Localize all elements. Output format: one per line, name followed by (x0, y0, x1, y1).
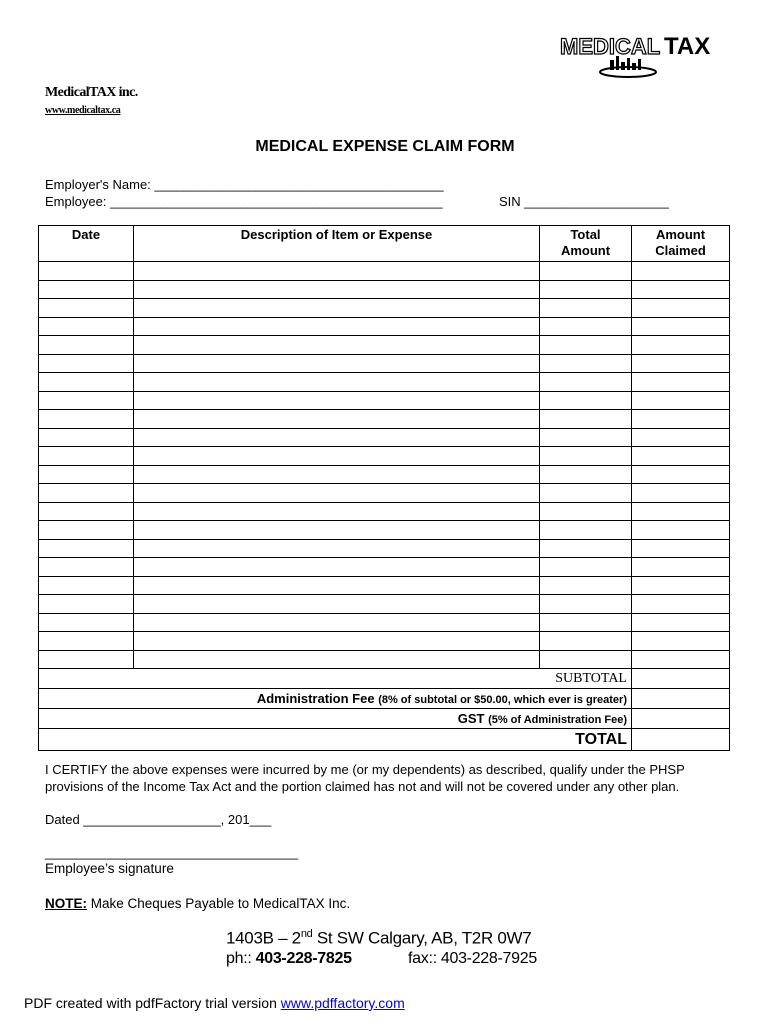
amount-claimed-cell[interactable] (632, 391, 730, 410)
description-cell[interactable] (134, 262, 540, 281)
employee-name-field[interactable]: Employee: ______________________________________________ (45, 194, 443, 209)
amount-claimed-cell[interactable] (632, 465, 730, 484)
table-row (39, 354, 730, 373)
total-amount-cell[interactable] (540, 632, 632, 651)
table-row (39, 262, 730, 281)
description-cell[interactable] (134, 336, 540, 355)
sin-field[interactable]: SIN ____________________ (499, 194, 669, 209)
total-amount-cell[interactable] (540, 410, 632, 429)
date-cell[interactable] (39, 539, 134, 558)
table-row (39, 521, 730, 540)
table-row (39, 373, 730, 392)
table-row (39, 632, 730, 651)
date-cell[interactable] (39, 632, 134, 651)
date-cell[interactable] (39, 613, 134, 632)
description-cell[interactable] (134, 280, 540, 299)
total-amount-cell[interactable] (540, 354, 632, 373)
date-cell[interactable] (39, 262, 134, 281)
admin-fee-cell[interactable] (632, 689, 730, 709)
svg-text:MEDICAL: MEDICAL (560, 34, 661, 59)
table-row (39, 317, 730, 336)
date-cell[interactable] (39, 447, 134, 466)
payment-note (45, 896, 350, 911)
note-label: NOTE: (45, 896, 87, 911)
description-cell[interactable] (134, 558, 540, 577)
company-name: MedicalTAX inc. (45, 85, 138, 100)
date-cell[interactable] (39, 299, 134, 318)
description-cell[interactable] (134, 521, 540, 540)
dated-field[interactable]: Dated ___________________, 201___ (45, 812, 272, 827)
description-cell[interactable] (134, 447, 540, 466)
total-amount-cell[interactable] (540, 299, 632, 318)
amount-claimed-cell[interactable] (632, 576, 730, 595)
signature-line[interactable]: ___________________________________ (45, 845, 299, 860)
total-amount-cell[interactable] (540, 521, 632, 540)
date-cell[interactable] (39, 428, 134, 447)
description-cell[interactable] (134, 299, 540, 318)
pdf-footer: PDF created with pdfFactory trial version www.pdffactory.com (24, 995, 405, 1011)
table-row (39, 595, 730, 614)
total-amount-cell[interactable] (540, 595, 632, 614)
subtotal-label: SUBTOTAL (39, 669, 632, 689)
description-cell[interactable] (134, 632, 540, 651)
date-cell[interactable] (39, 317, 134, 336)
date-cell[interactable] (39, 521, 134, 540)
amount-claimed-cell[interactable] (632, 595, 730, 614)
subtotal-cell[interactable] (632, 669, 730, 689)
total-amount-cell[interactable] (540, 262, 632, 281)
total-amount-cell[interactable] (540, 373, 632, 392)
amount-claimed-cell[interactable] (632, 521, 730, 540)
company-phone: ph:: 403-228-7825 (226, 950, 352, 967)
header-amount-claimed: Amount Claimed (632, 226, 730, 262)
description-cell[interactable] (134, 354, 540, 373)
company-website[interactable]: www.medicaltax.ca (45, 105, 121, 116)
total-amount-cell[interactable] (540, 613, 632, 632)
total-amount-cell[interactable] (540, 447, 632, 466)
total-amount-cell[interactable] (540, 336, 632, 355)
table-row (39, 336, 730, 355)
total-amount-cell[interactable] (540, 465, 632, 484)
company-address: 1403B – 2nd St SW Calgary, AB, T2R 0W7 (226, 928, 532, 948)
total-row (39, 729, 730, 751)
date-cell[interactable] (39, 336, 134, 355)
table-row (39, 576, 730, 595)
amount-claimed-cell[interactable] (632, 410, 730, 429)
amount-claimed-cell[interactable] (632, 650, 730, 669)
table-row (39, 410, 730, 429)
description-cell[interactable] (134, 576, 540, 595)
date-cell[interactable] (39, 595, 134, 614)
description-cell[interactable] (134, 650, 540, 669)
table-row (39, 280, 730, 299)
expense-table (38, 225, 730, 751)
table-row (39, 484, 730, 503)
date-cell[interactable] (39, 410, 134, 429)
date-cell[interactable] (39, 484, 134, 503)
amount-claimed-cell[interactable] (632, 317, 730, 336)
description-cell[interactable] (134, 502, 540, 521)
note-text: Make Cheques Payable to MedicalTAX Inc. (87, 896, 351, 911)
table-row (39, 613, 730, 632)
date-cell[interactable] (39, 465, 134, 484)
amount-claimed-cell[interactable] (632, 632, 730, 651)
table-row (39, 558, 730, 577)
medicaltax-logo (558, 30, 730, 84)
form-title: MEDICAL EXPENSE CLAIM FORM (255, 138, 515, 155)
total-amount-cell[interactable] (540, 539, 632, 558)
pdffactory-link[interactable]: www.pdffactory.com (280, 995, 405, 1011)
signature-label: Employee’s signature (45, 861, 174, 876)
description-cell[interactable] (134, 465, 540, 484)
header-date: Date (39, 226, 134, 262)
description-cell[interactable] (134, 539, 540, 558)
total-amount-cell[interactable] (540, 558, 632, 577)
date-cell[interactable] (39, 576, 134, 595)
description-cell[interactable] (134, 410, 540, 429)
description-cell[interactable] (134, 613, 540, 632)
total-label: TOTAL (39, 729, 632, 751)
gst-label: GST (5% of Administration Fee) (39, 709, 632, 729)
description-cell[interactable] (134, 428, 540, 447)
table-row (39, 447, 730, 466)
total-amount-cell[interactable] (540, 502, 632, 521)
subtotal-row (39, 669, 730, 689)
admin-fee-label: Administration Fee (8% of subtotal or $50.00, which ever is greater) (39, 689, 632, 709)
total-amount-cell[interactable] (540, 280, 632, 299)
table-row (39, 428, 730, 447)
total-amount-cell[interactable] (540, 576, 632, 595)
amount-claimed-cell[interactable] (632, 280, 730, 299)
gst-row (39, 709, 730, 729)
svg-text:TAX: TAX (664, 33, 711, 60)
amount-claimed-cell[interactable] (632, 539, 730, 558)
date-cell[interactable] (39, 558, 134, 577)
table-row (39, 502, 730, 521)
description-cell[interactable] (134, 484, 540, 503)
table-row (39, 391, 730, 410)
total-amount-cell[interactable] (540, 484, 632, 503)
amount-claimed-cell[interactable] (632, 299, 730, 318)
description-cell[interactable] (134, 373, 540, 392)
amount-claimed-cell[interactable] (632, 558, 730, 577)
table-row (39, 299, 730, 318)
gst-cell[interactable] (632, 709, 730, 729)
description-cell[interactable] (134, 595, 540, 614)
amount-claimed-cell[interactable] (632, 447, 730, 466)
description-cell[interactable] (134, 391, 540, 410)
total-amount-cell[interactable] (540, 391, 632, 410)
amount-claimed-cell[interactable] (632, 428, 730, 447)
date-cell[interactable] (39, 391, 134, 410)
date-cell[interactable] (39, 354, 134, 373)
table-header-row (39, 226, 730, 262)
table-row (39, 539, 730, 558)
certification-text: I CERTIFY the above expenses were incurred by me (or my dependents) as described, qualify under the PHSP provisions of the Income Tax Act and the portion claimed has not and will not be covered under any other plan. (45, 762, 685, 794)
amount-claimed-cell[interactable] (632, 354, 730, 373)
company-fax: fax:: 403-228-7925 (408, 950, 537, 967)
amount-claimed-cell[interactable] (632, 262, 730, 281)
table-row (39, 650, 730, 669)
date-cell[interactable] (39, 373, 134, 392)
date-cell[interactable] (39, 650, 134, 669)
table-row (39, 465, 730, 484)
amount-claimed-cell[interactable] (632, 336, 730, 355)
header-description: Description of Item or Expense (134, 226, 540, 262)
date-cell[interactable] (39, 502, 134, 521)
employer-name-field[interactable]: Employer's Name: ________________________________________ (45, 177, 444, 192)
header-total-amount: Total Amount (540, 226, 632, 262)
amount-claimed-cell[interactable] (632, 484, 730, 503)
total-amount-cell[interactable] (540, 650, 632, 669)
total-cell[interactable] (632, 729, 730, 751)
date-cell[interactable] (39, 280, 134, 299)
amount-claimed-cell[interactable] (632, 613, 730, 632)
description-cell[interactable] (134, 317, 540, 336)
admin-fee-row (39, 689, 730, 709)
total-amount-cell[interactable] (540, 428, 632, 447)
amount-claimed-cell[interactable] (632, 502, 730, 521)
amount-claimed-cell[interactable] (632, 373, 730, 392)
total-amount-cell[interactable] (540, 317, 632, 336)
